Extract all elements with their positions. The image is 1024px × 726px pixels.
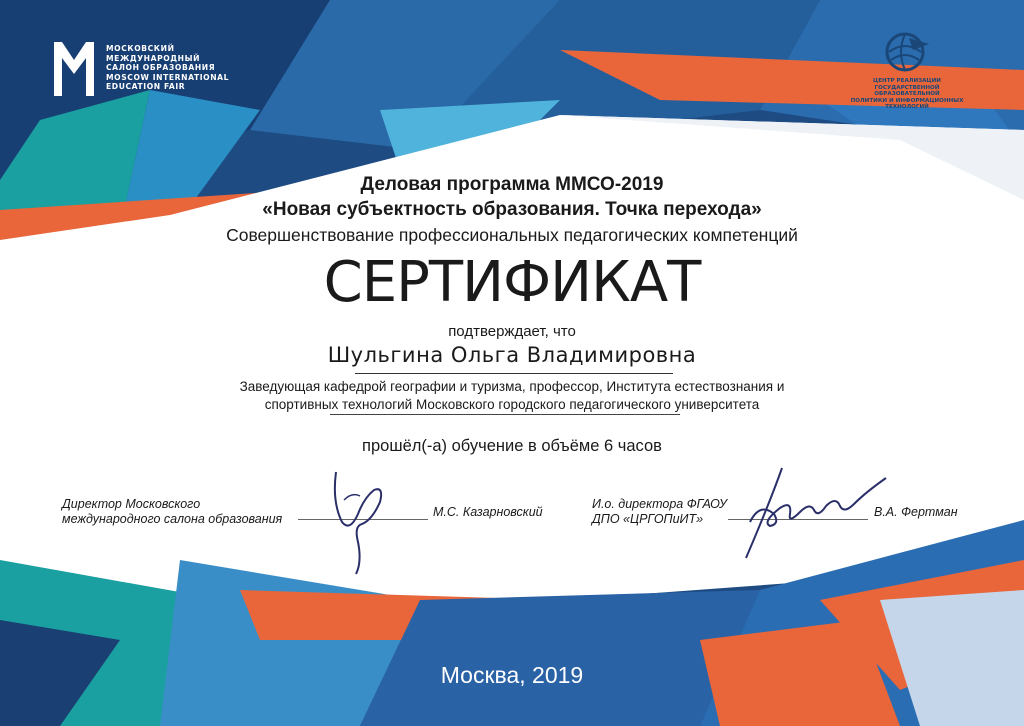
confirms-text: подтверждает, что (448, 323, 576, 340)
signatory-name: В.А. Фертман (874, 505, 958, 519)
signatory-title: Директор Московского международного салона образования (62, 497, 283, 526)
logo-left-line: MOSCOW INTERNATIONAL (106, 72, 230, 82)
logo-left-line: МЕЖДУНАРОДНЫЙ (106, 53, 201, 63)
logo-left-line: EDUCATION FAIR (106, 82, 186, 92)
globe-logo-icon (883, 30, 931, 72)
signatory-title: И.о. директора ФГАОУ ДПО «ЦРГОПиИТ» (592, 497, 727, 526)
name-underline (355, 373, 673, 374)
logo-right-text (842, 78, 972, 111)
position-underline (330, 414, 680, 415)
m-logo-icon (52, 40, 96, 98)
logo-right-line: ТЕХНОЛОГИЙ (885, 104, 929, 111)
certificate-title: СЕРТИФИКАТ (323, 250, 701, 315)
crgopit-logo (842, 30, 972, 120)
logo-left-line: МОСКОВСКИЙ (106, 44, 175, 53)
recipient-position-line: Заведующая кафедрой географии и туризма, профессор, Института естествознания и (239, 379, 785, 394)
city-year: Москва, 2019 (440, 662, 584, 688)
signature-fertman (740, 462, 890, 562)
signature-kazarnovsky (322, 462, 402, 582)
program-subtitle: Совершенствование профессиональных педагогических компетенций (226, 225, 798, 245)
logo-right-line: ЦЕНТР РЕАЛИЗАЦИИ (873, 78, 941, 84)
program-theme: «Новая субъектность образования. Точка перехода» (262, 199, 762, 220)
logo-right-line: ПОЛИТИКИ И ИНФОРМАЦИОННЫХ (850, 97, 964, 104)
mmso-logo (52, 40, 242, 102)
logo-right-line: ГОСУДАРСТВЕННОЙ ОБРАЗОВАТЕЛЬНОЙ (874, 84, 940, 98)
training-hours: прошёл(-а) обучение в объёме 6 часов (362, 437, 662, 455)
program-title: Деловая программа ММСО-2019 (360, 174, 664, 195)
logo-left-text (106, 44, 229, 92)
logo-left-line: САЛОН ОБРАЗОВАНИЯ (106, 63, 216, 73)
recipient-name: Шульгина Ольга Владимировна (327, 343, 697, 367)
recipient-position-line: спортивных технологий Московского городского педагогического университета (264, 397, 760, 412)
signatory-name: М.С. Казарновский (433, 505, 543, 519)
